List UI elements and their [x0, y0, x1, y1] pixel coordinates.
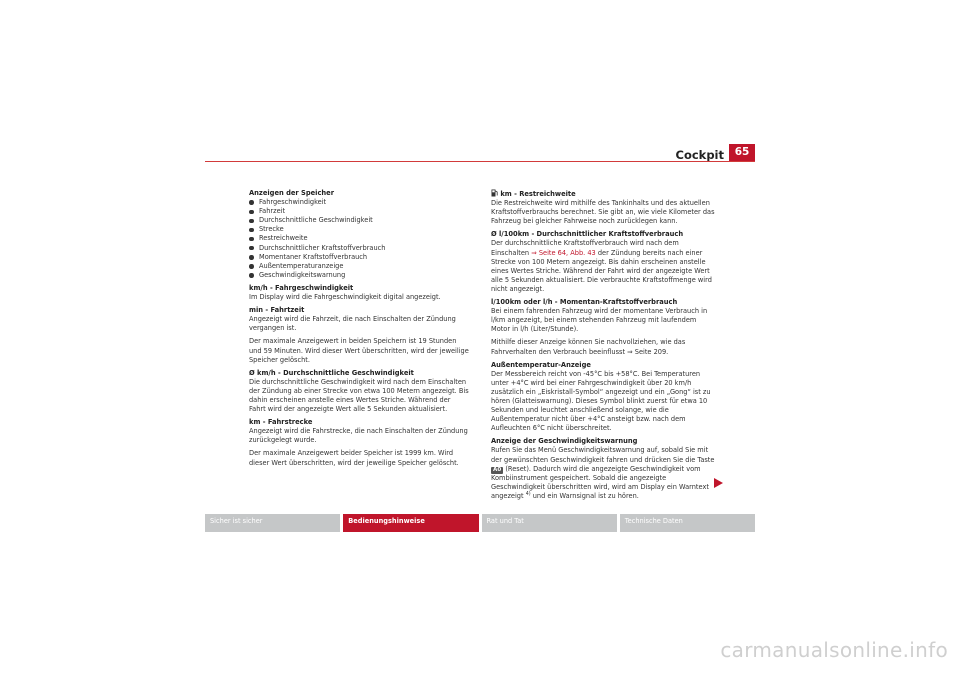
- section-title: Cockpit: [675, 148, 724, 162]
- avg-consumption-text: [491, 239, 715, 294]
- list-item: Momentaner Kraftstoffverbrauch: [249, 253, 469, 262]
- distance-text-2: Der maximale Anzeigewert beider Speicher ist 1999 km. Wird dieser Wert überschritten, wird der jeweilige Speicher gelöscht.: [249, 449, 459, 467]
- fuel-pump-icon: [491, 189, 498, 197]
- avg-speed-heading: Ø km/h - Durchschnittliche Geschwindigkeit: [249, 368, 414, 377]
- speed-text: Im Display wird die Fahrgeschwindigkeit digital angezeigt.: [249, 293, 441, 302]
- avg-speed-text: Die durchschnittliche Geschwindigkeit wird nach dem Einschalten der Zündung ab einer Strecke von etwa 100 Metern angezeigt. Bis dahin erscheinen anstelle eines Wertes Striche. Während der Fahrt wird der angezeigte Wert alle 5 Sekunden aktualisiert.: [249, 377, 469, 414]
- watermark: carmanualsonline.info: [720, 638, 948, 662]
- tab-technische-daten[interactable]: Technische Daten: [620, 514, 755, 532]
- list-item: Restreichweite: [249, 234, 469, 243]
- list-item: Geschwindigkeitswarnung: [249, 271, 469, 280]
- speed-warning-heading: Anzeige der Geschwindigkeitswarnung: [491, 437, 638, 446]
- list-item: Durchschnittlicher Kraftstoffverbrauch: [249, 244, 469, 253]
- speed-warning-text-b: (Reset). Dadurch wird die angezeigte Geschwindigkeit vom Kombiinstrument gespeichert. Sobald die angezeigte Geschwindigkeit überschritten wird, wird am Display ein Warntext angezeigt: [491, 464, 709, 500]
- list-item: Fahrgeschwindigkeit: [249, 198, 469, 207]
- avg-consumption-text-a: Der durchschnittliche Kraftstoffverbrauch wird nach dem Einschalten: [491, 239, 679, 257]
- chapter-tab-bar: [205, 514, 755, 532]
- distance-heading: km - Fahrstrecke: [249, 418, 313, 427]
- list-item: Außentemperaturanzeige: [249, 262, 469, 271]
- speed-warning-text: [491, 446, 715, 501]
- distance-text: Angezeigt wird die Fahrstrecke, die nach Einschalten der Zündung zurückgelegt wurde.: [249, 427, 468, 445]
- memory-list: [249, 198, 469, 280]
- tab-bedienungshinweise[interactable]: Bedienungshinweise: [343, 514, 478, 532]
- temperature-heading: Außentemperatur-Anzeige: [491, 360, 591, 369]
- instant-consumption-heading: l/100km oder l/h - Momentan-Kraftstoffverbrauch: [491, 298, 678, 307]
- range-heading: [491, 189, 715, 199]
- list-heading: Anzeigen der Speicher: [249, 189, 335, 197]
- instant-consumption-text: Bei einem fahrenden Fahrzeug wird der momentane Verbrauch in l/km angezeigt, bei einem stehenden Fahrzeug mit laufendem Motor in l/h (Liter/Stunde).: [491, 307, 708, 334]
- header-rule: [205, 161, 755, 162]
- avg-consumption-text-b: der Zündung bereits nach einer Strecke von 100 Metern angezeigt. Bis dahin erscheinen anstelle eines Wertes Striche. Während der Fahrt wird der angezeigte Wert alle 5 Sekunden aktualisiert. Die verbrauchte Kraftstoffmenge wird nicht angezeigt.: [491, 248, 712, 293]
- speed-heading: km/h - Fahrgeschwindigkeit: [249, 283, 354, 292]
- range-text: Die Restreichweite wird mithilfe des Tankinhalts und des aktuellen Kraftstoffverbrauchs berechnet. Sie gibt an, wie viele Kilometer das Fahrzeug bei gleicher Fahrweise noch zurücklegen kann.: [491, 199, 715, 226]
- left-column: [249, 189, 469, 472]
- reset-key-symbol: A0: [493, 466, 502, 473]
- speed-warning-text-c: und ein Warnsignal ist zu hören.: [532, 491, 639, 500]
- instant-consumption-text-2: Mithilfe dieser Anzeige können Sie nachvollziehen, wie das Fahrverhalten den Verbrauch beeinflusst ⇒ Seite 209.: [491, 338, 686, 356]
- list-item: Durchschnittliche Geschwindigkeit: [249, 216, 469, 225]
- continue-arrow-icon: [714, 478, 723, 488]
- page-number: 65: [729, 144, 755, 161]
- temperature-text: Der Messbereich reicht von -45°C bis +58°C. Bei Temperaturen unter +4°C wird bei einer Fahrgeschwindigkeit über 20 km/h zusätzlich ein „Eiskristall-Symbol“ angezeigt und ein „Gong“ ist zu hören (Glatteiswarnung). Dieses Symbol blinkt zuerst für etwa 10 Sekunden und leuchtet anschließend solange, wie die Außentemperatur nicht über +4°C ansteigt bzw. nach dem Aufleuchten 6°C nicht überschreitet.: [491, 369, 711, 433]
- time-text-2: Der maximale Anzeigewert in beiden Speichern ist 19 Stunden und 59 Minuten. Wird dieser Wert überschritten, wird der jeweilige Speicher gelöscht.: [249, 337, 469, 364]
- page-reference-link[interactable]: ⇒ Seite 64, Abb. 43: [531, 248, 596, 257]
- time-heading: min - Fahrtzeit: [249, 306, 305, 315]
- time-text: Angezeigt wird die Fahrzeit, die nach Einschalten der Zündung vergangen ist.: [249, 315, 456, 333]
- range-heading-text: km - Restreichweite: [500, 190, 576, 198]
- list-item: Fahrzeit: [249, 207, 469, 216]
- footnote-marker: 4): [525, 491, 531, 497]
- list-item: Strecke: [249, 225, 469, 234]
- avg-consumption-heading: Ø l/100km - Durchschnittlicher Kraftstoffverbrauch: [491, 230, 684, 239]
- tab-rat-und-tat[interactable]: Rat und Tat: [482, 514, 617, 532]
- speed-warning-text-a: Rufen Sie das Menü Geschwindigkeitswarnung auf, sobald Sie mit der gewünschten Geschwindigkeit fahren und drücken Sie die Taste: [491, 446, 715, 464]
- right-column: [491, 189, 715, 505]
- tab-sicher-ist-sicher[interactable]: Sicher ist sicher: [205, 514, 340, 532]
